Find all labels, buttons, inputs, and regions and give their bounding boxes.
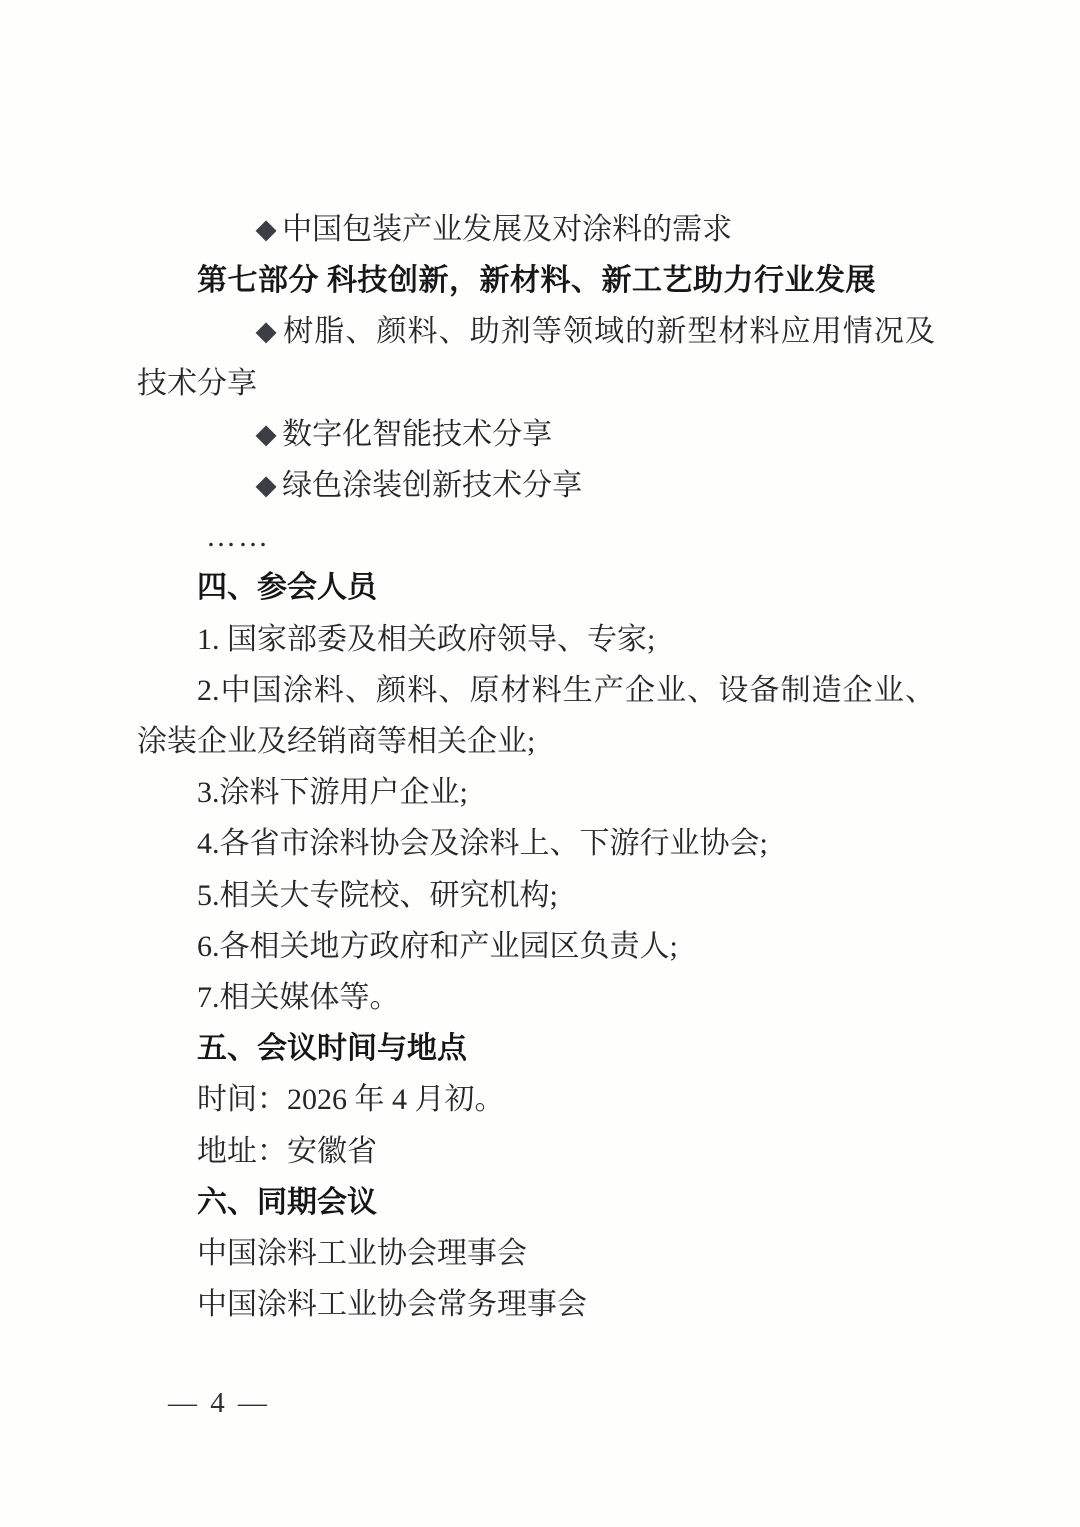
attendee-item: 3.涂料下游用户企业;: [197, 776, 468, 810]
meeting-address-line: 地址：安徽省: [197, 1134, 377, 1168]
section6-heading-concurrent-meetings: 六、同期会议: [197, 1185, 377, 1219]
section4-heading-attendees: 四、参会人员: [197, 571, 377, 605]
concurrent-meeting-item: 中国涂料工业协会常务理事会: [197, 1288, 587, 1322]
agenda-bullet-text: 数字化智能技术分享: [282, 417, 553, 451]
ellipsis-line: ……: [206, 520, 270, 554]
attendee-item: 2.中国涂料、颜料、原材料生产企业、设备制造企业、涂装企业及经销商等相关企业;: [137, 673, 935, 759]
diamond-bullet-icon: ◆: [255, 214, 277, 245]
diamond-bullet-icon: ◆: [255, 470, 277, 501]
agenda-bullet-item: [137, 460, 935, 511]
attendee-item: 7.相关媒体等。: [197, 981, 400, 1015]
agenda-bullet-text: 绿色涂装创新技术分享: [282, 469, 583, 503]
attendee-item: 5.相关大专院校、研究机构;: [197, 878, 558, 912]
agenda-bullet-text: 树脂、颜料、助剂等领域的新型材料应用情况及技术分享: [137, 315, 935, 400]
diamond-bullet-icon: ◆: [255, 316, 277, 348]
attendee-item: 1. 国家部委及相关政府领导、专家;: [197, 622, 656, 656]
agenda-bullet-item: [137, 306, 935, 408]
diamond-bullet-icon: ◆: [255, 419, 277, 450]
section5-heading-time-location: 五、会议时间与地点: [197, 1032, 467, 1066]
agenda-bullet-item: [137, 204, 935, 255]
page-number: — 4 —: [168, 1387, 270, 1419]
attendee-item: 4.各省市涂料协会及涂料上、下游行业协会;: [197, 827, 768, 861]
meeting-time-line: 时间：2026 年 4 月初。: [197, 1083, 505, 1117]
document-body: [137, 204, 935, 1330]
concurrent-meeting-item: 中国涂料工业协会理事会: [197, 1237, 527, 1271]
part7-section-heading: 第七部分 科技创新，新材料、新工艺助力行业发展: [197, 264, 876, 298]
agenda-bullet-text: 中国包装产业发展及对涂料的需求: [282, 213, 733, 246]
agenda-bullet-item: [137, 409, 935, 460]
attendee-item: 6.各相关地方政府和产业园区负责人;: [197, 929, 678, 963]
